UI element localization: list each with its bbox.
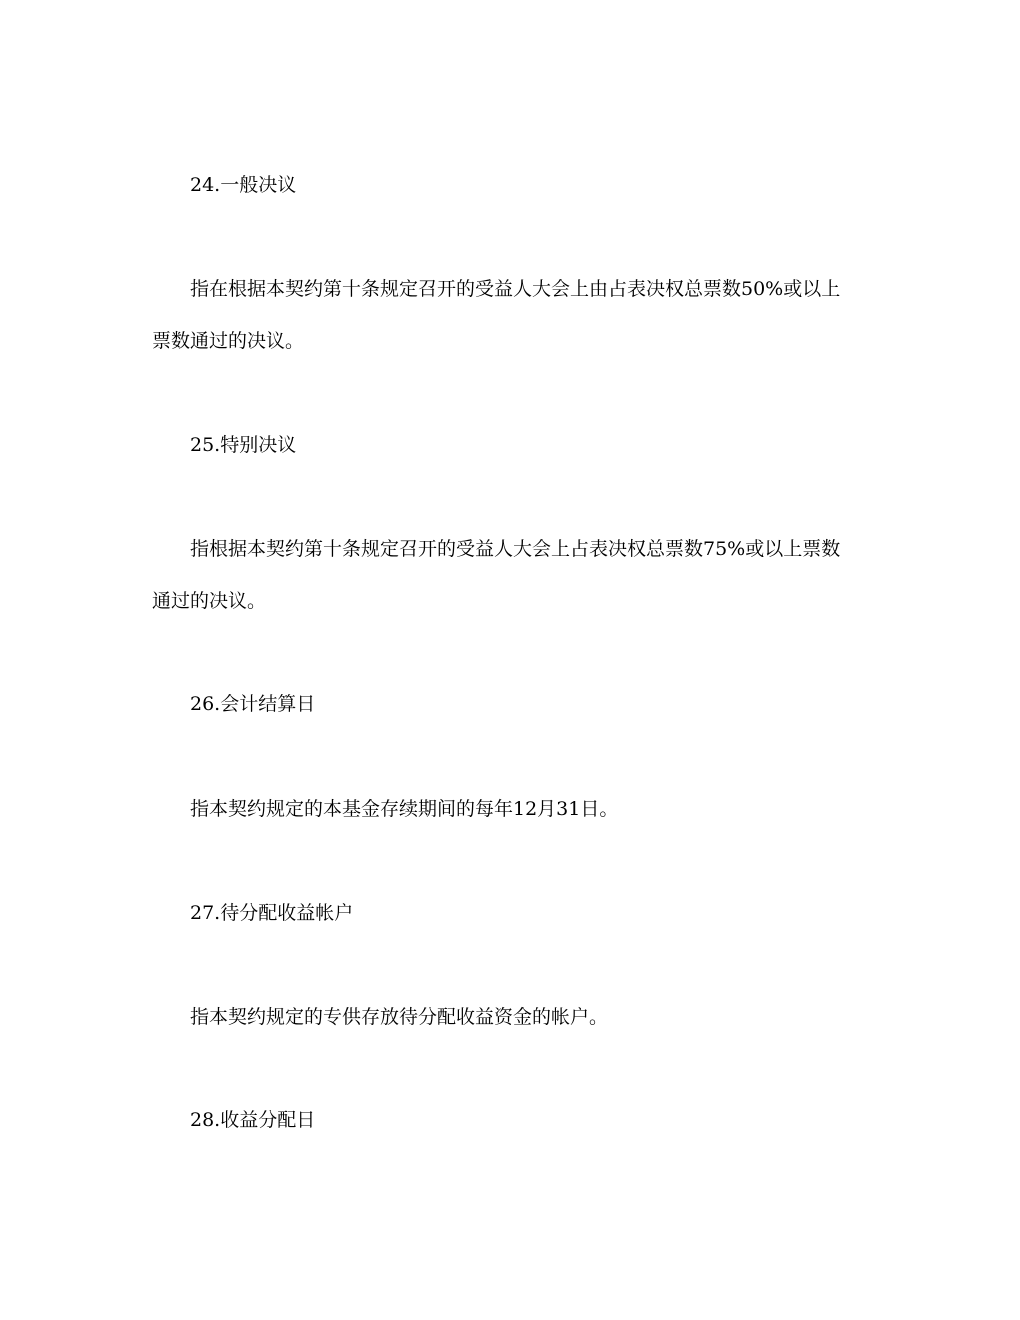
section-body-line: 指本契约规定的本基金存续期间的每年12月31日。 [190, 798, 619, 820]
section-body-line: 指根据本契约第十条规定召开的受益人大会上占表决权总票数75%或以上票数 [190, 538, 841, 560]
section-heading: 27.待分配收益帐户 [190, 902, 354, 924]
section-body-line: 指本契约规定的专供存放待分配收益资金的帐户。 [190, 1006, 609, 1028]
section-heading: 25.特别决议 [190, 434, 297, 456]
section-body-line: 指在根据本契约第十条规定召开的受益人大会上由占表决权总票数50%或以上 [190, 278, 841, 300]
section-heading: 26.会计结算日 [190, 693, 316, 715]
section-body-line: 通过的决议。 [152, 590, 267, 612]
section-heading: 28.收益分配日 [190, 1109, 316, 1131]
section-body-line: 票数通过的决议。 [152, 330, 305, 352]
section-heading: 24.一般决议 [190, 174, 297, 196]
